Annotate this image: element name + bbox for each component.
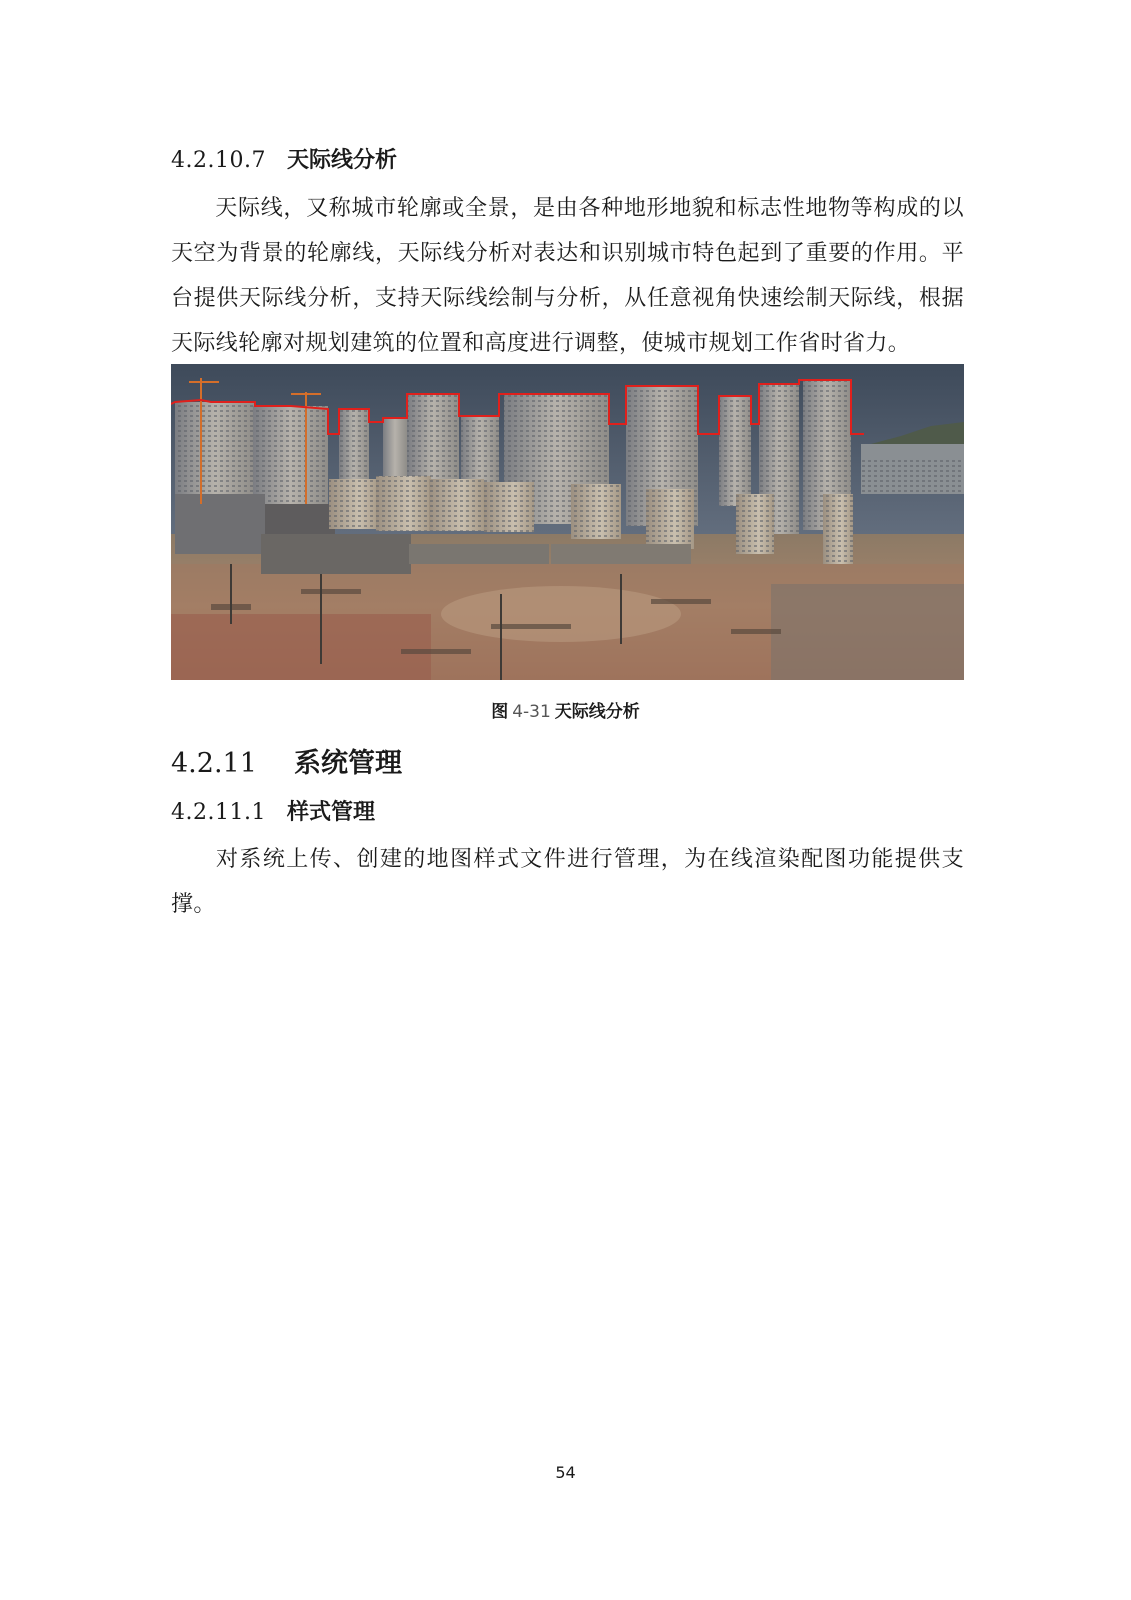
skyline-paragraph-text: 天际线，又称城市轮廓或全景，是由各种地形地貌和标志性地物等构成的以天空为背景的轮廓线，天际线分析对表达和识别城市特色起到了重要的作用。平台提供天际线分析，支持天际线绘制与分析，从任意视角快速绘制天际线，根据天际线轮廓对规划建筑的位置和高度进行调整，使城市规划工作省时省力。	[171, 196, 964, 356]
section-number: 4.2.11	[171, 748, 257, 779]
figure-title: 天际线分析	[554, 702, 640, 722]
figure-caption	[0, 700, 1131, 724]
skyline-analysis-figure	[171, 364, 964, 680]
section-number: 4.2.11.1	[171, 800, 266, 825]
section-title: 样式管理	[287, 800, 376, 825]
figure-number: 4-31	[512, 702, 551, 722]
section-heading-4-2-11	[171, 746, 402, 782]
style-management-paragraph	[171, 837, 964, 927]
section-title: 天际线分析	[287, 148, 398, 173]
section-number: 4.2.10.7	[171, 148, 266, 173]
page-number: 54	[555, 1463, 576, 1482]
skyline-paragraph	[171, 186, 964, 366]
skyline-photo	[171, 364, 964, 680]
section-title: 系统管理	[294, 748, 402, 779]
section-heading-4-2-11-1	[171, 798, 375, 828]
section-heading-4-2-10-7	[171, 146, 397, 176]
figure-label: 图	[491, 702, 509, 722]
style-management-paragraph-text: 对系统上传、创建的地图样式文件进行管理，为在线渲染配图功能提供支撑。	[171, 847, 964, 917]
